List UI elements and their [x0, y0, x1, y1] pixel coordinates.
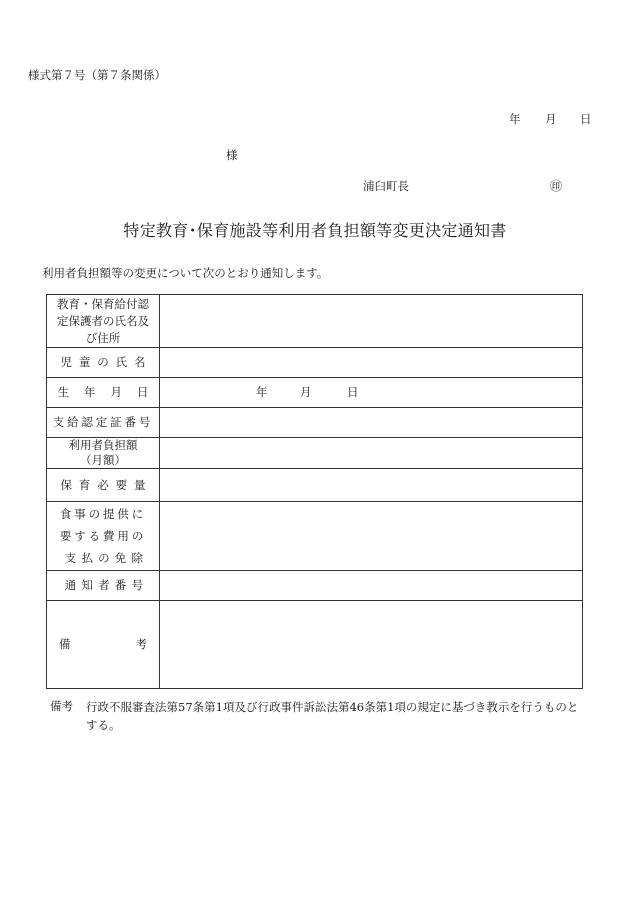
label-line: 定保護者の氏名及: [57, 313, 149, 328]
label-user-charge: [47, 438, 160, 469]
label-line: 要する費用の: [59, 529, 147, 543]
value-certificate-number[interactable]: [160, 408, 583, 438]
value-meal-exemption[interactable]: [160, 502, 583, 571]
label-text: 保育必要量: [60, 477, 153, 492]
dob-month-label: 月: [300, 385, 312, 399]
remarks-label-left: 備: [59, 637, 71, 651]
label-text: 生年月日: [57, 385, 164, 399]
value-notifier-number[interactable]: [160, 571, 583, 601]
label-remarks: [47, 601, 160, 689]
table-row: [47, 348, 583, 378]
issuer-name: 浦臼町長: [363, 179, 409, 193]
label-line: び住所: [85, 330, 121, 345]
table-row: [47, 295, 583, 348]
table-row: [47, 601, 583, 689]
dob-day-label: 日: [347, 385, 359, 399]
label-line: 支払の免除: [64, 551, 149, 565]
label-line: 教育・保育給付認: [57, 296, 149, 311]
document-title: 特定教育･保育施設等利用者負担額等変更決定通知書: [123, 221, 507, 240]
value-user-charge[interactable]: [160, 438, 583, 469]
remarks-label-wrap: [47, 636, 159, 653]
value-child-name[interactable]: [160, 348, 583, 378]
label-certificate-number: [47, 408, 160, 438]
label-line: （月額）: [80, 453, 126, 467]
label-line: 食事の提供に: [59, 507, 147, 521]
table-row: [47, 502, 583, 571]
value-birthdate[interactable]: [160, 378, 583, 408]
table-row: [47, 438, 583, 469]
label-meal-exemption: [47, 502, 160, 571]
label-child-name: [47, 348, 160, 378]
form-number: 様式第７号（第７条関係）: [28, 68, 166, 82]
date-year-label: 年: [509, 112, 521, 126]
label-guardian: [47, 295, 160, 348]
table-row: [47, 408, 583, 438]
label-birthdate: [47, 378, 164, 408]
value-guardian[interactable]: [160, 295, 583, 348]
addressee-suffix: 様: [226, 148, 238, 162]
date-day-label: 日: [580, 112, 592, 126]
value-remarks[interactable]: [160, 601, 583, 689]
date-month-label: 月: [545, 112, 557, 126]
label-text: 通知者番号: [64, 578, 149, 592]
seal-mark-icon: ㊞: [550, 179, 563, 193]
intro-text: 利用者負担額等の変更について次のとおり通知します。: [42, 266, 329, 280]
note-label: 備考: [50, 699, 73, 713]
value-care-amount[interactable]: [160, 469, 583, 502]
label-text: 児童の氏名: [60, 355, 153, 369]
dob-year-label: 年: [256, 385, 268, 399]
label-care-amount: [47, 469, 160, 502]
label-line: 利用者負担額: [68, 438, 138, 452]
table-row: [47, 571, 583, 601]
table-row: [47, 378, 583, 408]
label-notifier-number: [47, 571, 160, 601]
notice-table: [46, 294, 583, 689]
note-text: 行政不服審査法第57条第1項及び行政事件訴訟法第46条第1項の規定に基づき教示を行うものとする。: [86, 700, 579, 732]
label-text: 支給認定証番号: [52, 415, 154, 429]
table-row: [47, 469, 583, 502]
remarks-label-right: 考: [135, 637, 147, 651]
